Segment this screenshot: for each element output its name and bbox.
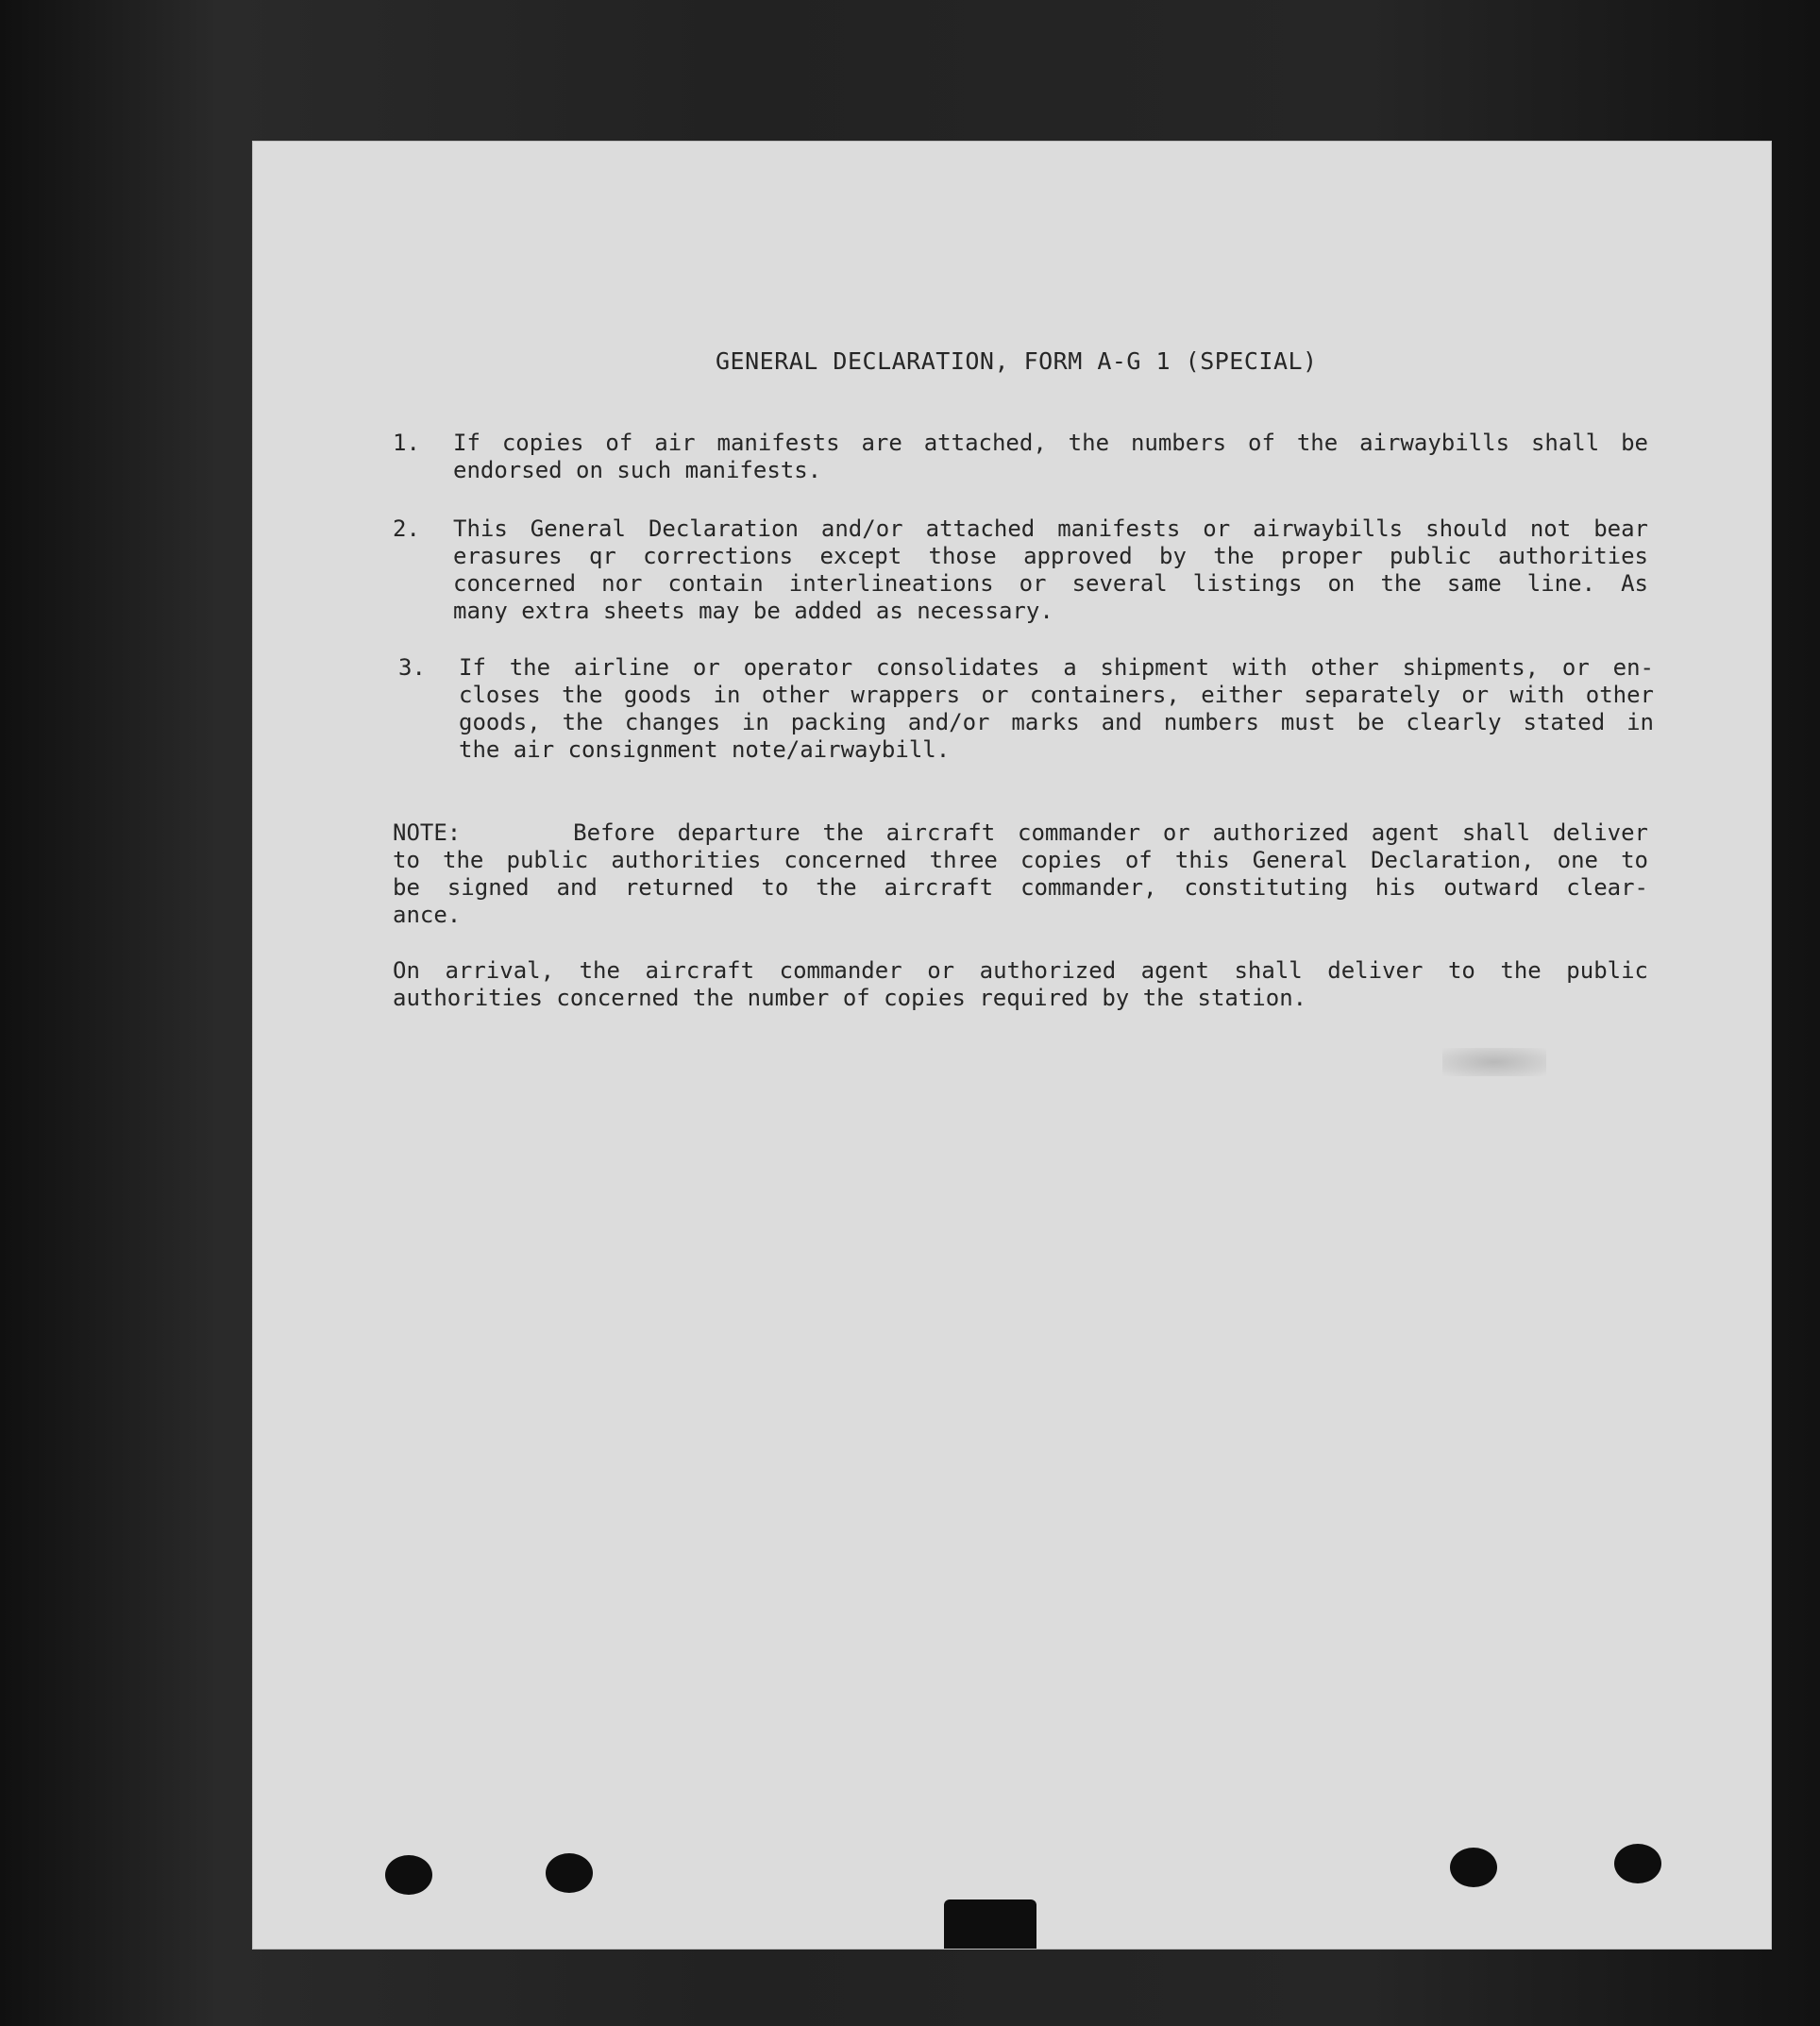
note-paragraph	[393, 819, 1648, 929]
item-text	[453, 430, 1648, 484]
binding-tab	[944, 1899, 1036, 1949]
arrival-paragraph	[393, 957, 1648, 1012]
item-text	[459, 654, 1654, 764]
text-line: authorities concerned the number of copies required by the station.	[393, 985, 1307, 1011]
text-line: closes the goods in other wrappers or containers, either separately or with other	[459, 682, 1654, 708]
item-number: 1.	[393, 430, 420, 456]
text-line: If copies of air manifests are attached, the numbers of the airwaybills shall be	[453, 430, 1648, 456]
text-line: concerned nor contain interlineations or several listings on the same line. As	[453, 570, 1648, 597]
text-line: erasures qr corrections except those approved by the proper public authorities	[453, 543, 1648, 569]
text-line: to the public authorities concerned three copies of this General Declaration, one to	[393, 847, 1648, 873]
text-line: be signed and returned to the aircraft commander, constituting his outward clear-	[393, 874, 1648, 901]
text-line: If the airline or operator consolidates a shipment with other shipments, or en-	[459, 654, 1654, 681]
punch-hole	[385, 1855, 432, 1895]
text-line: On arrival, the aircraft commander or authorized agent shall deliver to the public	[393, 957, 1648, 984]
text-line: endorsed on such manifests.	[453, 457, 822, 483]
text-line: many extra sheets may be added as necessary.	[453, 598, 1053, 624]
item-number: 2.	[393, 515, 420, 542]
text-line: the air consignment note/airwaybill.	[459, 736, 951, 763]
text-line: NOTE: Before departure the aircraft commander or authorized agent shall deliver	[393, 819, 1648, 846]
text-line: ance.	[393, 902, 462, 928]
item-number: 3.	[398, 654, 426, 681]
punch-hole	[1450, 1848, 1497, 1887]
document-page	[253, 142, 1771, 1949]
text-line: goods, the changes in packing and/or marks and numbers must be clearly stated in	[459, 709, 1654, 735]
page-title: GENERAL DECLARATION, FORM A-G 1 (SPECIAL)	[716, 347, 1318, 375]
punch-hole	[1614, 1844, 1661, 1883]
item-text	[453, 515, 1648, 625]
text-line: This General Declaration and/or attached manifests or airwaybills should not bear	[453, 515, 1648, 542]
ink-smudge	[1442, 1048, 1546, 1076]
punch-hole	[546, 1853, 593, 1893]
